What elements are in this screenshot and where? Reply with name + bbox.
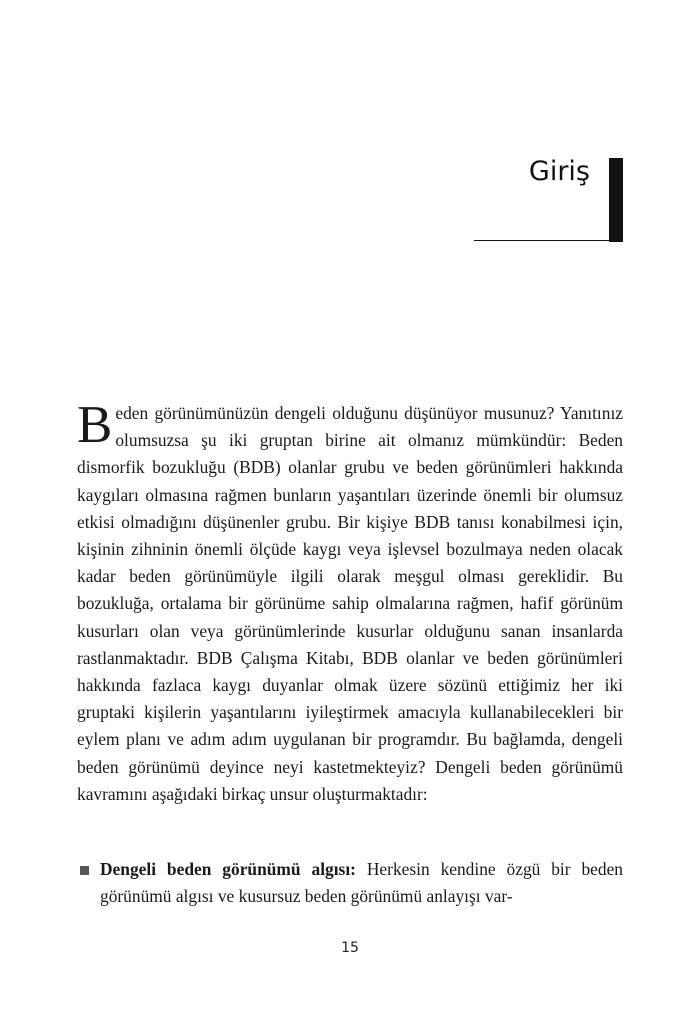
bullet-text	[100, 856, 623, 910]
bullet-term: Dengeli beden görünümü algısı:	[100, 859, 356, 879]
body-paragraph	[77, 396, 623, 808]
chapter-title-rule	[474, 240, 614, 241]
body-paragraph-text: eden görünümünüzün dengeli olduğunu düşünüyor musunuz? Yanıtınız olumsuzsa şu iki gruptan birine ait olmanız mümkündür: Beden dismorfik bozukluğu (BDB) olanlar grubu ve beden görünümleri hakkında kaygıları olmasına rağmen bunların yaşantıları üzerinde önemli bir olumsuz etkisi olmadığını düşünenler grubu. Bir kişiye BDB tanısı konabilmesi için, kişinin zihninin önemli ölçüde kaygı veya işlevsel bozulmaya neden olacak kadar beden görünümüyle ilgili olarak meşgul olması gereklidir. Bu bozukluğa, ortalama bir görünüme sahip olmalarına rağmen, hafif görünüm kusurları olan veya görünümlerinde kusurlar olduğunu sanan insanlarda rastlanmaktadır. BDB Çalışma Kitabı, BDB olanlar ve beden görünümleri hakkında fazlaca kaygı duyanlar olmak üzere sözünü ettiğimiz her iki gruptaki kişilerin yaşantılarını iyileştirmek amacıyla kullanabilecekleri bir eylem planı ve adım adım uygulanan bir programdır. Bu bağlamda, dengeli beden görünümü deyince neyi kastetmekteyiz? Dengeli beden görünümü kavramını aşağıdaki birkaç unsur oluşturmaktadır:	[77, 403, 623, 804]
bullet-description: Herkesin kendine özgü bir beden görünümü algısı ve kusursuz beden görünümü anlayışı var-	[100, 859, 623, 907]
page-number: 15	[341, 940, 359, 956]
drop-cap: B	[77, 396, 113, 454]
chapter-title-bar	[609, 158, 623, 242]
bullet-item	[77, 856, 623, 910]
chapter-title: Giriş	[528, 156, 590, 187]
square-bullet-icon	[80, 866, 89, 875]
